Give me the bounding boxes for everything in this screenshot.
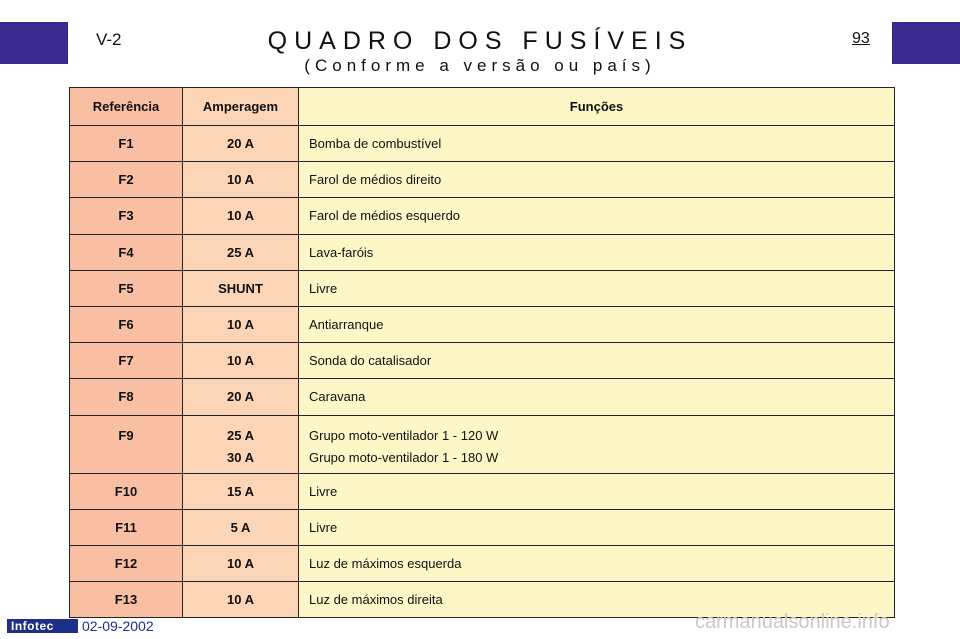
fuse-function: Bomba de combustível: [299, 126, 895, 162]
fuse-amperage: 10 A: [183, 343, 299, 379]
fuse-table: [69, 87, 895, 618]
fuse-amperage: SHUNT: [183, 270, 299, 306]
fuse-function: Luz de máximos direita: [299, 582, 895, 618]
fuse-amperage: 10 A: [183, 198, 299, 234]
fuse-reference: F13: [70, 582, 183, 618]
fuse-function-line: Grupo moto-ventilador 1 - 180 W: [309, 449, 499, 465]
table-row: [70, 270, 895, 306]
fuse-reference: F8: [70, 379, 183, 415]
fuse-reference: F9: [70, 415, 183, 473]
fuse-function-line: Grupo moto-ventilador 1 - 120 W: [309, 427, 499, 443]
fuse-amperage: 5 A: [183, 509, 299, 545]
table-row: [70, 509, 895, 545]
fuse-function: Farol de médios direito: [299, 162, 895, 198]
fuse-reference: F3: [70, 198, 183, 234]
header-amperage: Amperagem: [183, 88, 299, 126]
watermark: carmanualsonline.info: [695, 611, 890, 633]
section-code: V-2: [96, 30, 122, 49]
table-row: [70, 126, 895, 162]
fuse-function: Livre: [299, 270, 895, 306]
table-row: [70, 415, 895, 473]
fuse-reference: F11: [70, 509, 183, 545]
fuse-function: Farol de médios esquerdo: [299, 198, 895, 234]
table-row: [70, 545, 895, 581]
fuse-function: Livre: [299, 509, 895, 545]
table-row: [70, 306, 895, 342]
page-title: QUADRO DOS FUSÍVEIS: [267, 27, 693, 55]
header-functions: Funções: [299, 88, 895, 126]
table-row: [70, 162, 895, 198]
table-header-row: [70, 88, 895, 126]
footer-date: 02-09-2002: [82, 618, 154, 634]
fuse-amperage: 25 A: [183, 234, 299, 270]
table-row: [70, 234, 895, 270]
fuse-amperage: 20 A: [183, 126, 299, 162]
fuse-amperage: 15 A: [183, 473, 299, 509]
fuse-reference: F2: [70, 162, 183, 198]
fuse-reference: F5: [70, 270, 183, 306]
table-row: [70, 198, 895, 234]
fuse-amperage: 20 A: [183, 379, 299, 415]
fuse-reference: F7: [70, 343, 183, 379]
fuse-amperage: 10 A: [183, 545, 299, 581]
table-row: [70, 473, 895, 509]
fuse-function: Caravana: [299, 379, 895, 415]
infotec-logo: Infotec: [7, 619, 78, 633]
fuse-amperage: 10 A: [183, 162, 299, 198]
table-row: [70, 379, 895, 415]
table-row: [70, 343, 895, 379]
fuse-function: [299, 415, 895, 473]
fuse-function: Antiarranque: [299, 306, 895, 342]
fuse-function: Luz de máximos esquerda: [299, 545, 895, 581]
fuse-reference: F4: [70, 234, 183, 270]
fuse-reference: F12: [70, 545, 183, 581]
fuse-amperage: [183, 415, 299, 473]
fuse-reference: F1: [70, 126, 183, 162]
fuse-amperage-line: 25 A: [227, 427, 254, 443]
fuse-amperage-line: 30 A: [227, 449, 254, 465]
fuse-reference: F10: [70, 473, 183, 509]
header-reference: Referência: [70, 88, 183, 126]
fuse-amperage: 10 A: [183, 582, 299, 618]
fuse-function: Lava-faróis: [299, 234, 895, 270]
fuse-function: Livre: [299, 473, 895, 509]
page-subtitle: (Conforme a versão ou país): [304, 56, 656, 75]
fuse-amperage: 10 A: [183, 306, 299, 342]
fuse-function: Sonda do catalisador: [299, 343, 895, 379]
fuse-reference: F6: [70, 306, 183, 342]
page-number: 93: [852, 30, 870, 47]
